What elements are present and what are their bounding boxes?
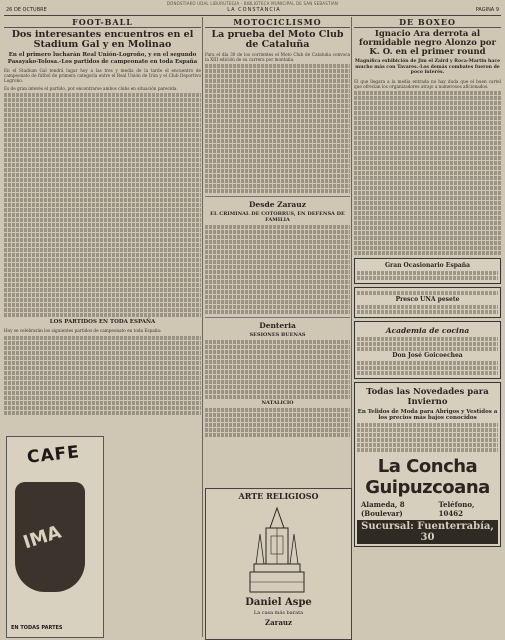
natalicio-subhead: NATALICIO — [261, 400, 294, 407]
concha-phone: Teléfono, 10462 — [438, 500, 475, 519]
concha-advertisement — [354, 382, 501, 547]
body-text-block — [354, 91, 501, 255]
academia-name: Don José Goicoechea — [392, 352, 463, 360]
academia-title: Academia de cocina — [385, 326, 470, 336]
poster-cafe-text: CAFE — [26, 442, 81, 468]
moto-headline: La prueba del Moto Club de Cataluña — [211, 29, 344, 50]
arte-religioso-advertisement — [205, 488, 352, 640]
body-text-block — [4, 93, 201, 317]
presco-title: Presco UNA pesete — [395, 296, 460, 304]
header-date: 26 DE OCTUBRE — [6, 7, 47, 13]
zarauz-subhead: EL CRIMINAL DE COTOBRUS, EN DEFENSA DE FAMILIA — [210, 211, 345, 224]
ocasionario-title: Gran Ocasionario España — [384, 262, 471, 270]
concha-address: Alameda, 8 (Boulevar) — [361, 500, 405, 519]
section-motorcycling: MOTOCICLISMO — [205, 17, 350, 28]
section-boxing: DE BOXEO — [354, 17, 501, 28]
presco-advertisement — [354, 287, 501, 318]
column-motorcycling — [205, 17, 350, 485]
poster-footer: EN TODAS PARTES — [11, 625, 63, 631]
archive-banner: DONOSTIAKO UDAL LIBURUTEGIA - BIBLIOTECA MUNICIPAL DE SAN SEBASTIAN — [166, 1, 339, 6]
arte-name: Daniel Aspe — [245, 597, 312, 608]
body-text-block — [205, 64, 350, 193]
body-text-block — [205, 340, 350, 399]
arte-tagline: La casa más barata — [253, 610, 304, 616]
column-football — [4, 17, 201, 435]
cafe-advertisement — [6, 436, 104, 638]
arte-title: ARTE RELIGIOSO — [238, 491, 319, 501]
body-text-block — [205, 408, 350, 437]
column-rule — [202, 17, 203, 637]
column-boxing — [354, 17, 501, 637]
football-subheadline: En el primero lucharán Real Unión-Logroño, y en el segundo Pasayako-Tolosa.-Los partidos de campeonato en toda España — [7, 52, 198, 65]
concha-branch: Sucursal: Fuenterrabía, 30 — [357, 520, 498, 544]
boxing-subheadline: Magnífica exhibición de Jim el Zaird y Roca-Martin hace mucho más con Tavares.-Los demás combates fueron de poco interés. — [354, 59, 501, 76]
body-text-block — [205, 225, 350, 314]
header-page: PAGINA 9 — [475, 7, 499, 13]
page-header — [4, 6, 501, 16]
poster-label: IMA — [20, 521, 64, 554]
altar-illustration — [246, 505, 308, 595]
body-text-block — [4, 336, 201, 415]
divider — [205, 317, 350, 318]
football-subhead: LOS PARTIDOS EN TODA ESPAÑA — [49, 318, 156, 325]
football-headline: Dos interesantes encuentros en el Stadium Gal y en Molinao — [11, 29, 194, 50]
section-football: FOOT-BALL — [4, 17, 201, 28]
zarauz-headline: Desde Zarauz — [249, 200, 306, 210]
football-paragraph: Es de gran interés el partido, por encontrarse ambos clubs en situación parecida. — [4, 85, 178, 91]
divider — [205, 196, 350, 197]
concha-name: La Concha Guipuzcoana — [365, 456, 490, 499]
arte-city: Zarauz — [265, 618, 292, 627]
ocasionario-advertisement — [354, 258, 501, 284]
novedades-title: Todas las Novedades para Invierno — [366, 387, 489, 408]
denteria-headline: Denteria — [259, 321, 296, 331]
header-paper: LA CONSTANCIA — [227, 7, 281, 13]
concha-address-line — [357, 500, 498, 518]
boxing-headline: Ignacio Ara derrota al formidable negro Alonzo por K. O. en el primer round — [359, 29, 496, 57]
football-paragraph: Hoy se celebrarán los siguientes partidos de campeonato en toda España: — [4, 328, 162, 334]
novedades-subtitle: En Telidos de Moda para Abrigos y Vestidos a los precios más bajos conocidos — [357, 409, 498, 422]
denteria-subhead: SESIONES BUENAS — [249, 332, 306, 339]
football-paragraph: En el Stadium Gal tendrá lugar hoy a las tres y media de la tarde el encuentro de campeonato de fútbol de primera categoría entre el Real Unión de Irún y el Club Deportivo Logroño. — [4, 68, 201, 84]
boxing-paragraph: El que llegara a la media entrada no hay duda que el buen cartel que ofrecían los organizadores atrajo a numerosos aficionados. — [354, 78, 501, 89]
moto-paragraph: Para el día 30 de los corrientes el Moto Club de Cataluña convoca la XIII edición de su carrera por montaña. — [205, 52, 350, 63]
academia-advertisement — [354, 321, 501, 379]
